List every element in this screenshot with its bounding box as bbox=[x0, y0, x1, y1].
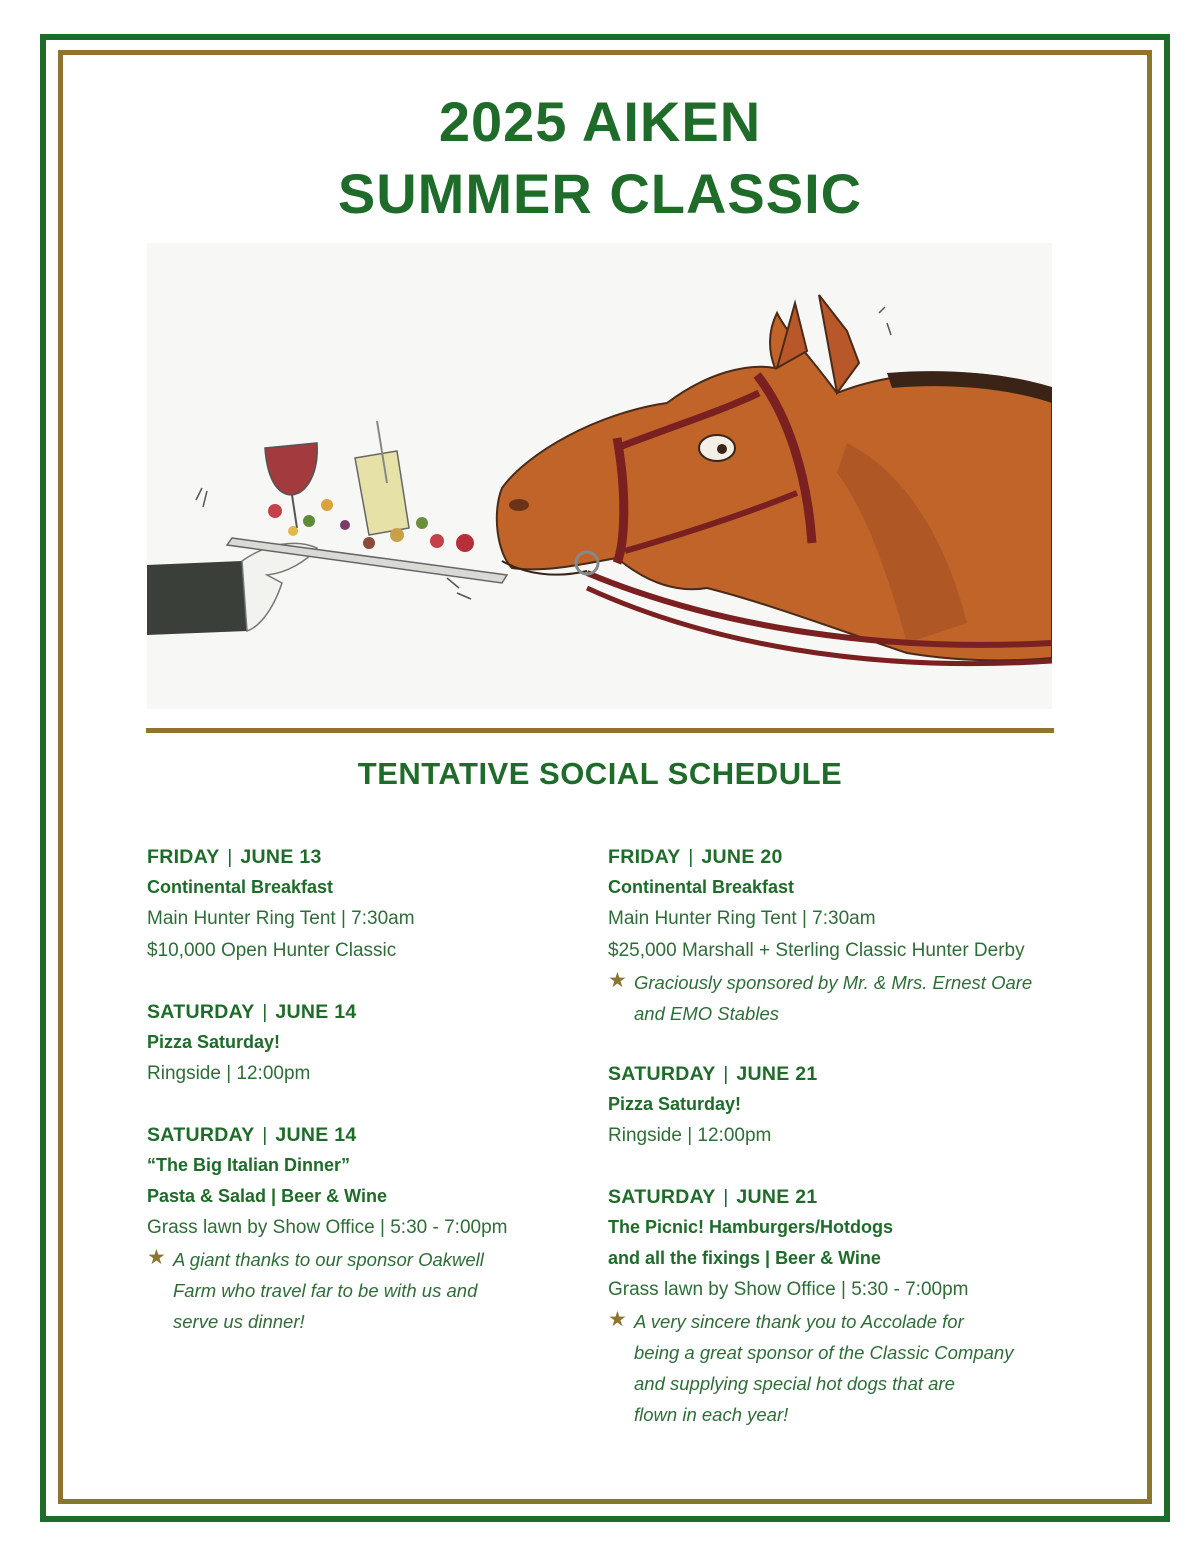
event-day: FRIDAY bbox=[147, 846, 220, 868]
event-date bbox=[608, 1182, 1078, 1212]
title-line-1: 2025 AIKEN bbox=[438, 90, 762, 153]
date-separator: | bbox=[221, 846, 239, 868]
event-date bbox=[608, 842, 1078, 872]
sponsor-note bbox=[608, 967, 1078, 1029]
event-detail: Grass lawn by Show Office | 5:30 - 7:00pm bbox=[608, 1279, 969, 1300]
event-title: Pizza Saturday! bbox=[147, 1032, 281, 1052]
event-title: Continental Breakfast bbox=[608, 877, 795, 897]
event-date-value: JUNE 21 bbox=[736, 1063, 818, 1085]
event-detail: $10,000 Open Hunter Classic bbox=[147, 940, 397, 961]
horse-illustration-icon bbox=[147, 243, 1052, 709]
event-date-value: JUNE 20 bbox=[701, 846, 783, 868]
section-divider bbox=[146, 728, 1054, 733]
event-title: “The Big Italian Dinner” bbox=[147, 1155, 351, 1175]
event-friday-june-13 bbox=[147, 842, 607, 967]
event-date-value: JUNE 21 bbox=[736, 1186, 818, 1208]
event-detail: Main Hunter Ring Tent | 7:30am bbox=[147, 908, 415, 929]
date-separator: | bbox=[717, 1063, 735, 1085]
event-saturday-june-21-pizza bbox=[608, 1059, 1078, 1152]
star-icon: ★ bbox=[147, 1246, 166, 1269]
event-saturday-june-21-picnic bbox=[608, 1182, 1078, 1430]
date-separator: | bbox=[256, 1001, 274, 1023]
sponsor-line: serve us dinner! bbox=[173, 1311, 305, 1332]
event-friday-june-20 bbox=[608, 842, 1078, 1029]
event-detail: Ringside | 12:00pm bbox=[147, 1063, 311, 1084]
sponsor-line: flown in each year! bbox=[634, 1404, 789, 1425]
event-date bbox=[608, 1059, 1078, 1089]
sponsor-line: A giant thanks to our sponsor Oakwell bbox=[173, 1249, 484, 1270]
event-detail: $25,000 Marshall + Sterling Classic Hunter Derby bbox=[608, 940, 1025, 961]
sponsor-note bbox=[608, 1306, 1078, 1430]
date-separator: | bbox=[256, 1124, 274, 1146]
schedule-right-column bbox=[608, 842, 1078, 1460]
title-line-2: SUMMER CLASSIC bbox=[337, 162, 863, 225]
event-date-value: JUNE 13 bbox=[240, 846, 322, 868]
sponsor-line: being a great sponsor of the Classic Company bbox=[634, 1342, 1014, 1363]
event-date-value: JUNE 14 bbox=[275, 1001, 357, 1023]
event-title: and all the fixings | Beer & Wine bbox=[608, 1248, 881, 1268]
event-detail: Main Hunter Ring Tent | 7:30am bbox=[608, 908, 876, 929]
schedule-left-column bbox=[147, 842, 607, 1367]
event-day: SATURDAY bbox=[608, 1063, 716, 1085]
event-day: SATURDAY bbox=[608, 1186, 716, 1208]
event-day: SATURDAY bbox=[147, 1001, 255, 1023]
event-detail: Grass lawn by Show Office | 5:30 - 7:00pm bbox=[147, 1217, 508, 1238]
page-title bbox=[0, 86, 1200, 230]
sponsor-line: A very sincere thank you to Accolade for bbox=[634, 1311, 964, 1332]
event-title: Pasta & Salad | Beer & Wine bbox=[147, 1186, 387, 1206]
event-title: Continental Breakfast bbox=[147, 877, 334, 897]
date-separator: | bbox=[717, 1186, 735, 1208]
event-saturday-june-14-dinner bbox=[147, 1120, 607, 1337]
event-day: SATURDAY bbox=[147, 1124, 255, 1146]
sponsor-line: Graciously sponsored by Mr. & Mrs. Ernest Oare bbox=[634, 972, 1033, 993]
event-title: The Picnic! Hamburgers/Hotdogs bbox=[608, 1217, 894, 1237]
sponsor-line: Farm who travel far to be with us and bbox=[173, 1280, 478, 1301]
event-saturday-june-14-pizza bbox=[147, 997, 607, 1090]
date-separator: | bbox=[682, 846, 700, 868]
event-detail: Ringside | 12:00pm bbox=[608, 1125, 772, 1146]
schedule-heading: TENTATIVE SOCIAL SCHEDULE bbox=[357, 756, 843, 791]
event-date bbox=[147, 1120, 607, 1150]
star-icon: ★ bbox=[608, 1308, 627, 1331]
horse-illustration bbox=[147, 243, 1052, 709]
event-date bbox=[147, 842, 607, 872]
sponsor-line: and supplying special hot dogs that are bbox=[634, 1373, 955, 1394]
event-day: FRIDAY bbox=[608, 846, 681, 868]
event-date bbox=[147, 997, 607, 1027]
sponsor-note bbox=[147, 1244, 607, 1337]
sponsor-line: and EMO Stables bbox=[634, 1003, 779, 1024]
star-icon: ★ bbox=[608, 969, 627, 992]
event-title: Pizza Saturday! bbox=[608, 1094, 742, 1114]
event-date-value: JUNE 14 bbox=[275, 1124, 357, 1146]
